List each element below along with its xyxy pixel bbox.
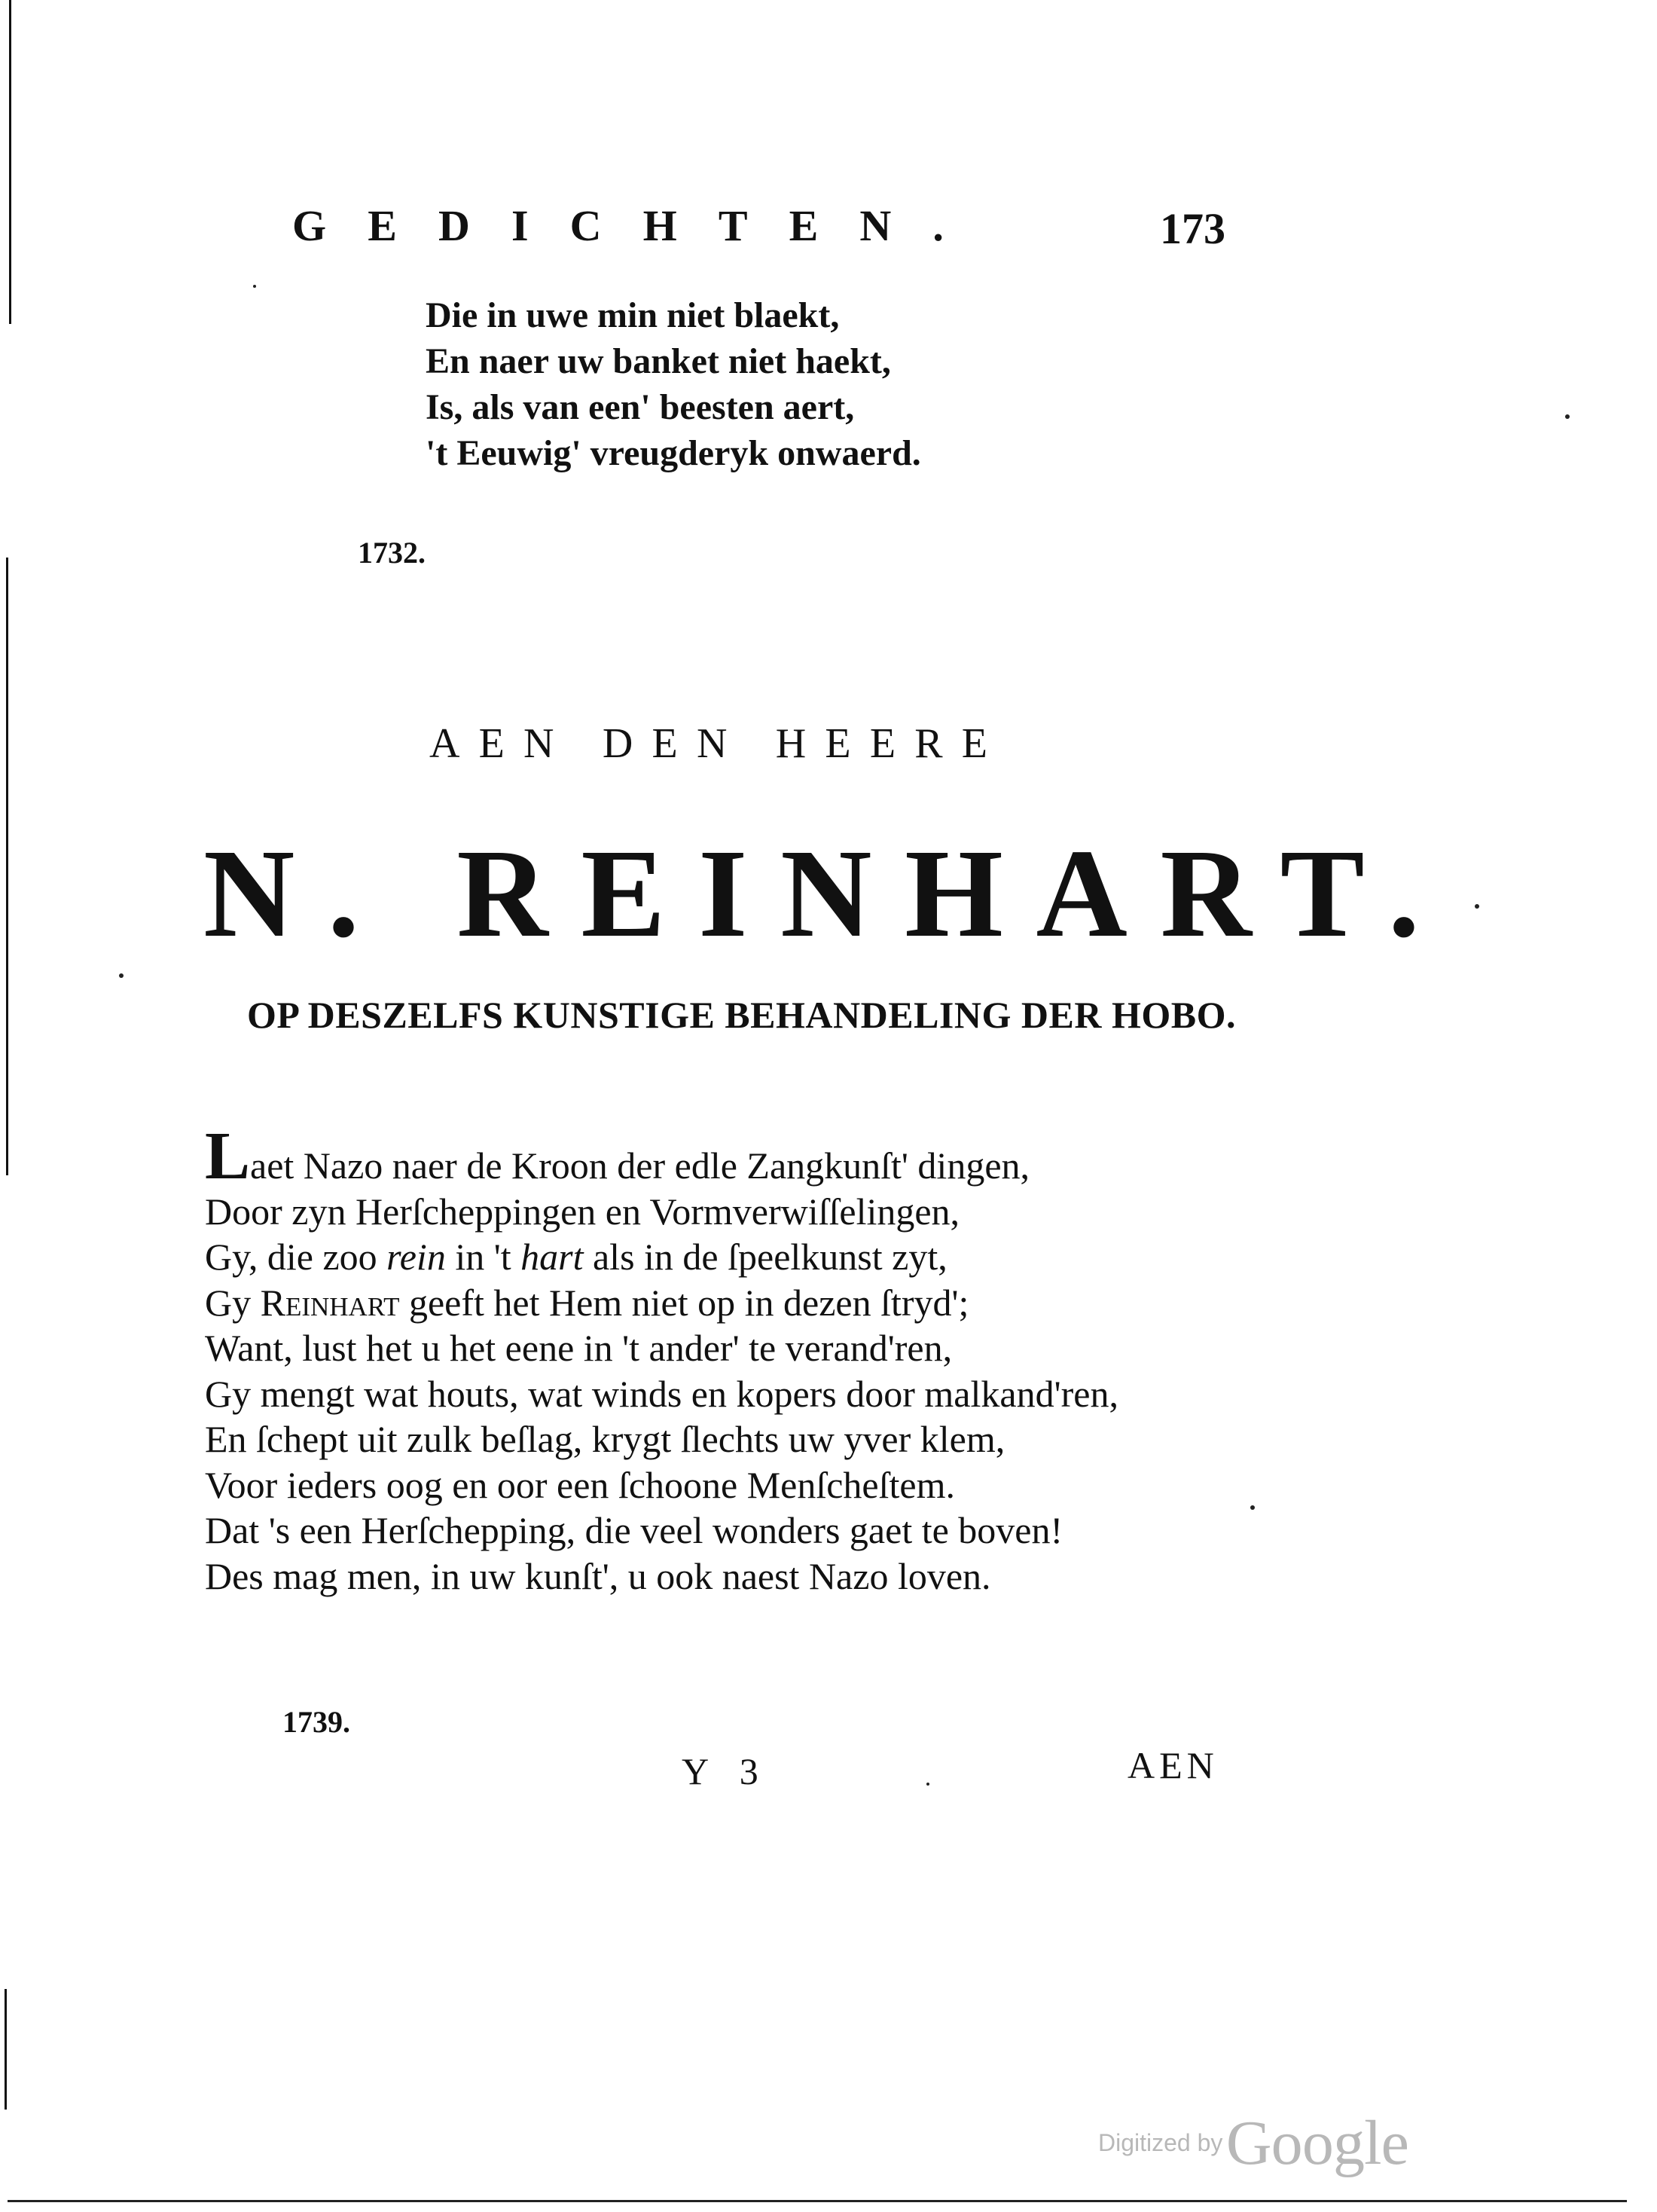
verse-line: Die in uwe min niet blaekt, xyxy=(426,295,840,335)
verse-line: Want, lust het u het eene in 't ander' te verand'ren, xyxy=(205,1327,953,1369)
initial-letter: L xyxy=(205,1119,251,1193)
verse-line: Laet Nazo naer de Kroon der edle Zangkunſt' dingen, xyxy=(205,1119,1030,1193)
verse-line: 't Eeuwig' vreugderyk onwaerd. xyxy=(426,433,921,473)
first-poem xyxy=(426,292,921,476)
signature-mark: Y 3 xyxy=(682,1750,770,1792)
verse-line: En naer uw banket niet haekt, xyxy=(426,341,891,381)
scan-speck xyxy=(1475,904,1479,909)
verse-line: Des mag men, in uw kunſt', u ook naest Nazo loven. xyxy=(205,1554,991,1597)
verse-line: Voor ieders oog en oor een ſchoone Menſcheſtem. xyxy=(205,1463,955,1506)
poem-title: N. REINHART. xyxy=(203,823,1453,964)
scan-speck xyxy=(119,973,124,978)
verse-line: Door zyn Herſcheppingen en Vormverwiſſelingen, xyxy=(205,1190,960,1233)
scan-speck xyxy=(253,285,256,288)
binding-edge-bottom xyxy=(5,1989,7,2110)
verse-line: Gy, die zoo rein in 't hart als in de ſpeelkunst zyt, xyxy=(205,1236,948,1278)
verse-line: Dat 's een Herſchepping, die veel wonders gaet te boven! xyxy=(205,1509,1063,1551)
italic-word: hart xyxy=(520,1236,584,1278)
scan-speck xyxy=(926,1783,929,1786)
verse-line: Gy mengt wat houts, wat winds en kopers door malkand'ren, xyxy=(205,1372,1118,1415)
second-poem xyxy=(205,1119,1118,1599)
catchword: AEN xyxy=(1128,1744,1219,1786)
page-number: 173 xyxy=(1160,204,1225,253)
small-caps-name: Reinhart xyxy=(260,1281,400,1324)
poem-year: 1732. xyxy=(358,536,426,570)
verse-line: Is, als van een' beesten aert, xyxy=(426,387,855,427)
poem-year: 1739. xyxy=(282,1705,350,1739)
scan-speck xyxy=(1565,414,1570,419)
watermark-prefix: Digitized by xyxy=(1098,2129,1223,2156)
page-bottom-rule xyxy=(8,2200,1627,2202)
digitized-watermark xyxy=(1098,2107,1408,2180)
binding-edge-top xyxy=(9,0,11,324)
running-title: GEDICHTEN. xyxy=(292,201,986,250)
verse-line: Gy Reinhart geeft het Hem niet op in dezen ſtryd'; xyxy=(205,1281,969,1324)
google-logo: Google xyxy=(1225,2108,1409,2178)
verse-line: En ſchept uit zulk beſlag, krygt ſlechts uw yver klem, xyxy=(205,1418,1005,1460)
dedication-heading: AEN DEN HEERE xyxy=(429,720,1007,767)
poem-subtitle: OP DESZELFS KUNSTIGE BEHANDELING DER HOBO. xyxy=(247,994,1236,1036)
scan-speck xyxy=(1250,1505,1255,1510)
binding-edge-middle xyxy=(6,558,8,1175)
italic-word: rein xyxy=(386,1236,446,1278)
